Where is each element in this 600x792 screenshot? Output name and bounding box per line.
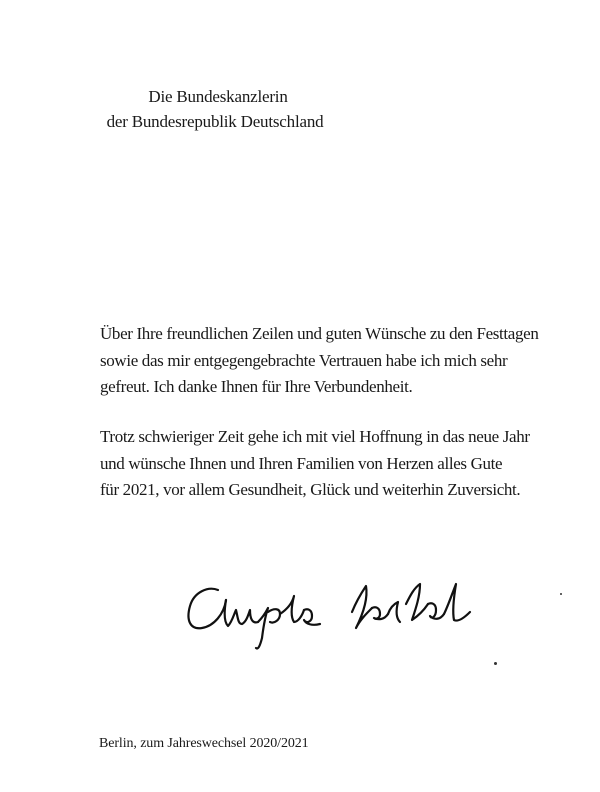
scan-speck	[560, 593, 562, 595]
paragraph-line: und wünsche Ihnen und Ihren Familien von Herzen alles Gute	[100, 453, 503, 473]
place-and-date: Berlin, zum Jahreswechsel 2020/2021	[99, 736, 309, 751]
paragraph-line: gefreut. Ich danke Ihnen für Ihre Verbundenheit.	[100, 377, 413, 396]
letterhead	[0, 84, 430, 134]
body-paragraph-thanks	[100, 321, 560, 401]
paragraph-line: Über Ihre freundlichen Zeilen und guten Wünsche zu den Festtagen	[100, 324, 539, 343]
signature-drawing	[180, 578, 500, 678]
paragraph-line: für 2021, vor allem Gesundheit, Glück und weiterhin Zuversicht.	[100, 480, 521, 499]
paragraph-line: Trotz schwieriger Zeit gehe ich mit viel Hoffnung in das neue Jahr	[100, 427, 530, 446]
letterhead-title: Die Bundeskanzlerin	[148, 87, 288, 106]
scan-speck	[494, 662, 497, 665]
body-paragraph-wishes	[100, 424, 560, 504]
letterhead-subtitle: der Bundesrepublik Deutschland	[106, 112, 324, 131]
handwritten-signature	[180, 578, 500, 678]
paragraph-line: sowie das mir entgegengebrachte Vertrauen habe ich mich sehr	[100, 350, 508, 370]
